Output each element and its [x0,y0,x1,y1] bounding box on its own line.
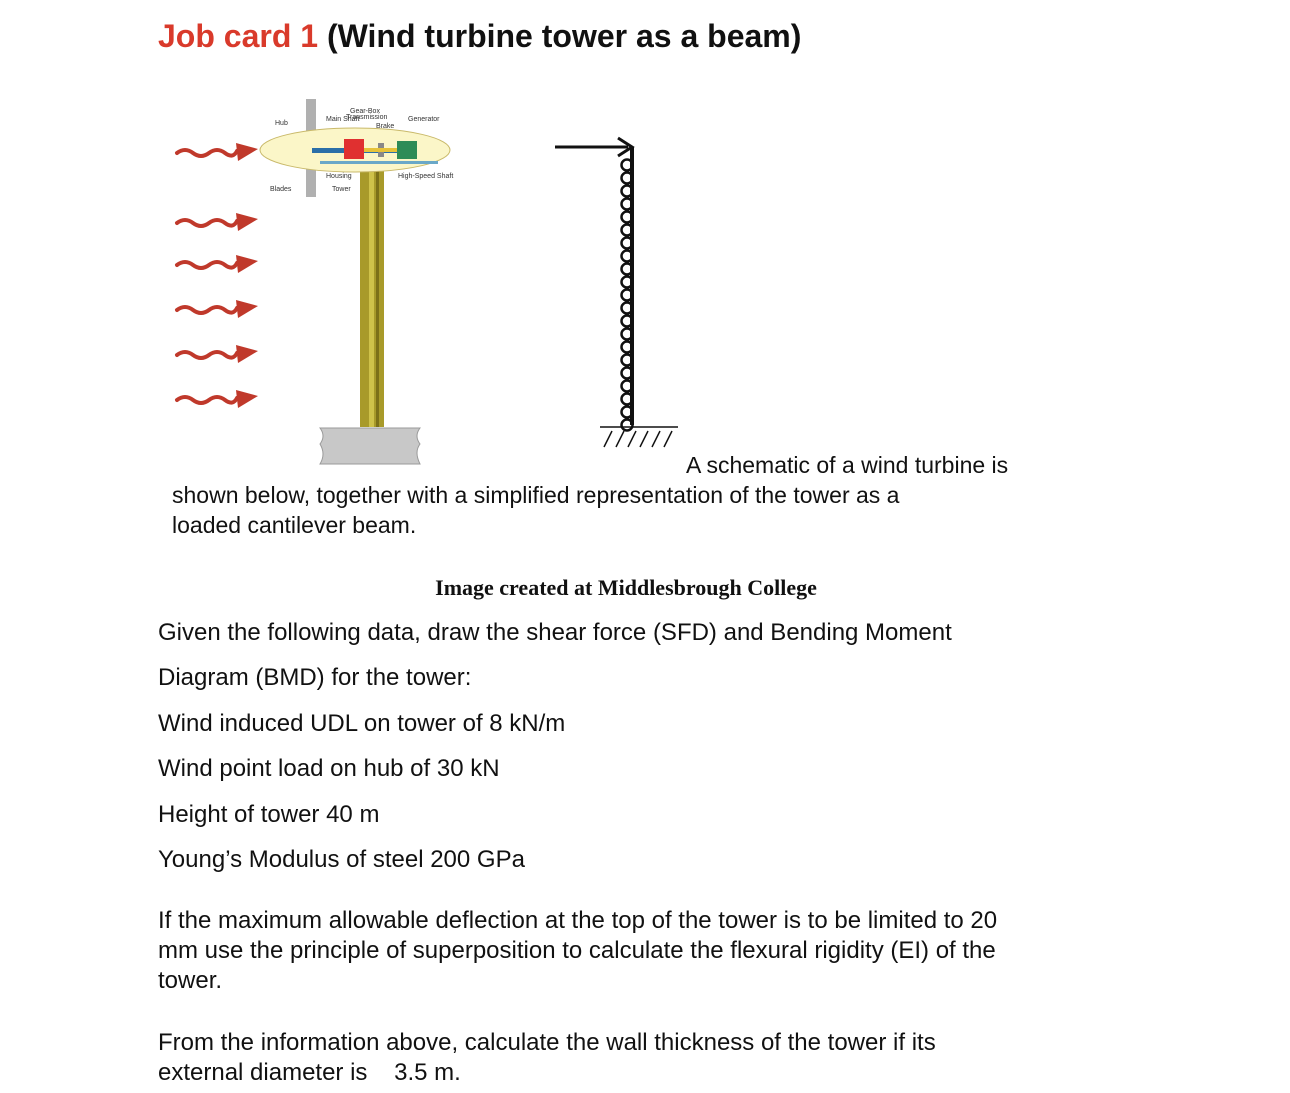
label-brake: Brake [376,123,395,130]
data-intro-line-1: Given the following data, draw the shear force (SFD) and Bending Moment [158,619,952,646]
label-hub: Hub [275,120,288,127]
deflection-line-1: If the maximum allowable deflection at the top of the tower is to be limited to 20 [158,907,998,934]
title-subject: (Wind turbine tower as a beam) [326,18,802,54]
label-transmission: Transmission [346,114,388,121]
label-blades: Blades [270,186,292,193]
fixed-support [600,427,678,447]
deflection-line-2: mm use the principle of superposition to calculate the flexural rigidity (EI) of the [158,937,996,964]
turbine-tower [360,165,384,427]
label-tower: Tower [332,186,351,193]
cantilever-point-load-arrow [555,138,632,156]
data-udl: Wind induced UDL on tower of 8 kN/m [158,710,566,737]
wind-arrows [177,143,258,408]
label-generator: Generator [408,116,440,123]
wind-arrow [177,390,258,408]
gearbox [344,139,364,159]
wind-arrow [177,143,258,161]
page-title [158,18,801,55]
label-gear-box: Gear-Box [350,108,380,115]
label-high-speed-shaft: High-Speed Shaft [398,173,454,180]
thickness-line-1: From the information above, calculate the wall thickness of the tower if its [158,1029,936,1056]
label-main-shaft: Main Shaft [326,116,360,123]
caption-line-3: loaded cantilever beam. [172,512,417,538]
image-credit: Image created at Middlesbrough College [435,575,817,600]
caption-line-2: shown below, together with a simplified representation of the tower as a [172,482,900,508]
tower-base [320,428,420,464]
title-job-card: Job card 1 [158,18,319,54]
wind-arrow [177,300,258,318]
wind-arrow [177,255,258,273]
high-speed-shaft [364,148,397,152]
housing-floor [320,161,438,164]
deflection-line-3: tower. [158,967,223,994]
wind-arrow [177,345,258,363]
label-housing: Housing [326,173,352,180]
thickness-line-2: external diameter is 3.5 m. [158,1059,461,1086]
wind-turbine-figure [150,85,710,475]
data-modulus: Young’s Modulus of steel 200 GPa [158,846,525,873]
data-intro-line-2: Diagram (BMD) for the tower: [158,664,472,691]
wind-arrow [177,213,258,231]
data-height: Height of tower 40 m [158,801,380,828]
caption-line-1: A schematic of a wind turbine is [686,452,1009,478]
data-point-load: Wind point load on hub of 30 kN [158,755,500,782]
generator [397,141,417,159]
